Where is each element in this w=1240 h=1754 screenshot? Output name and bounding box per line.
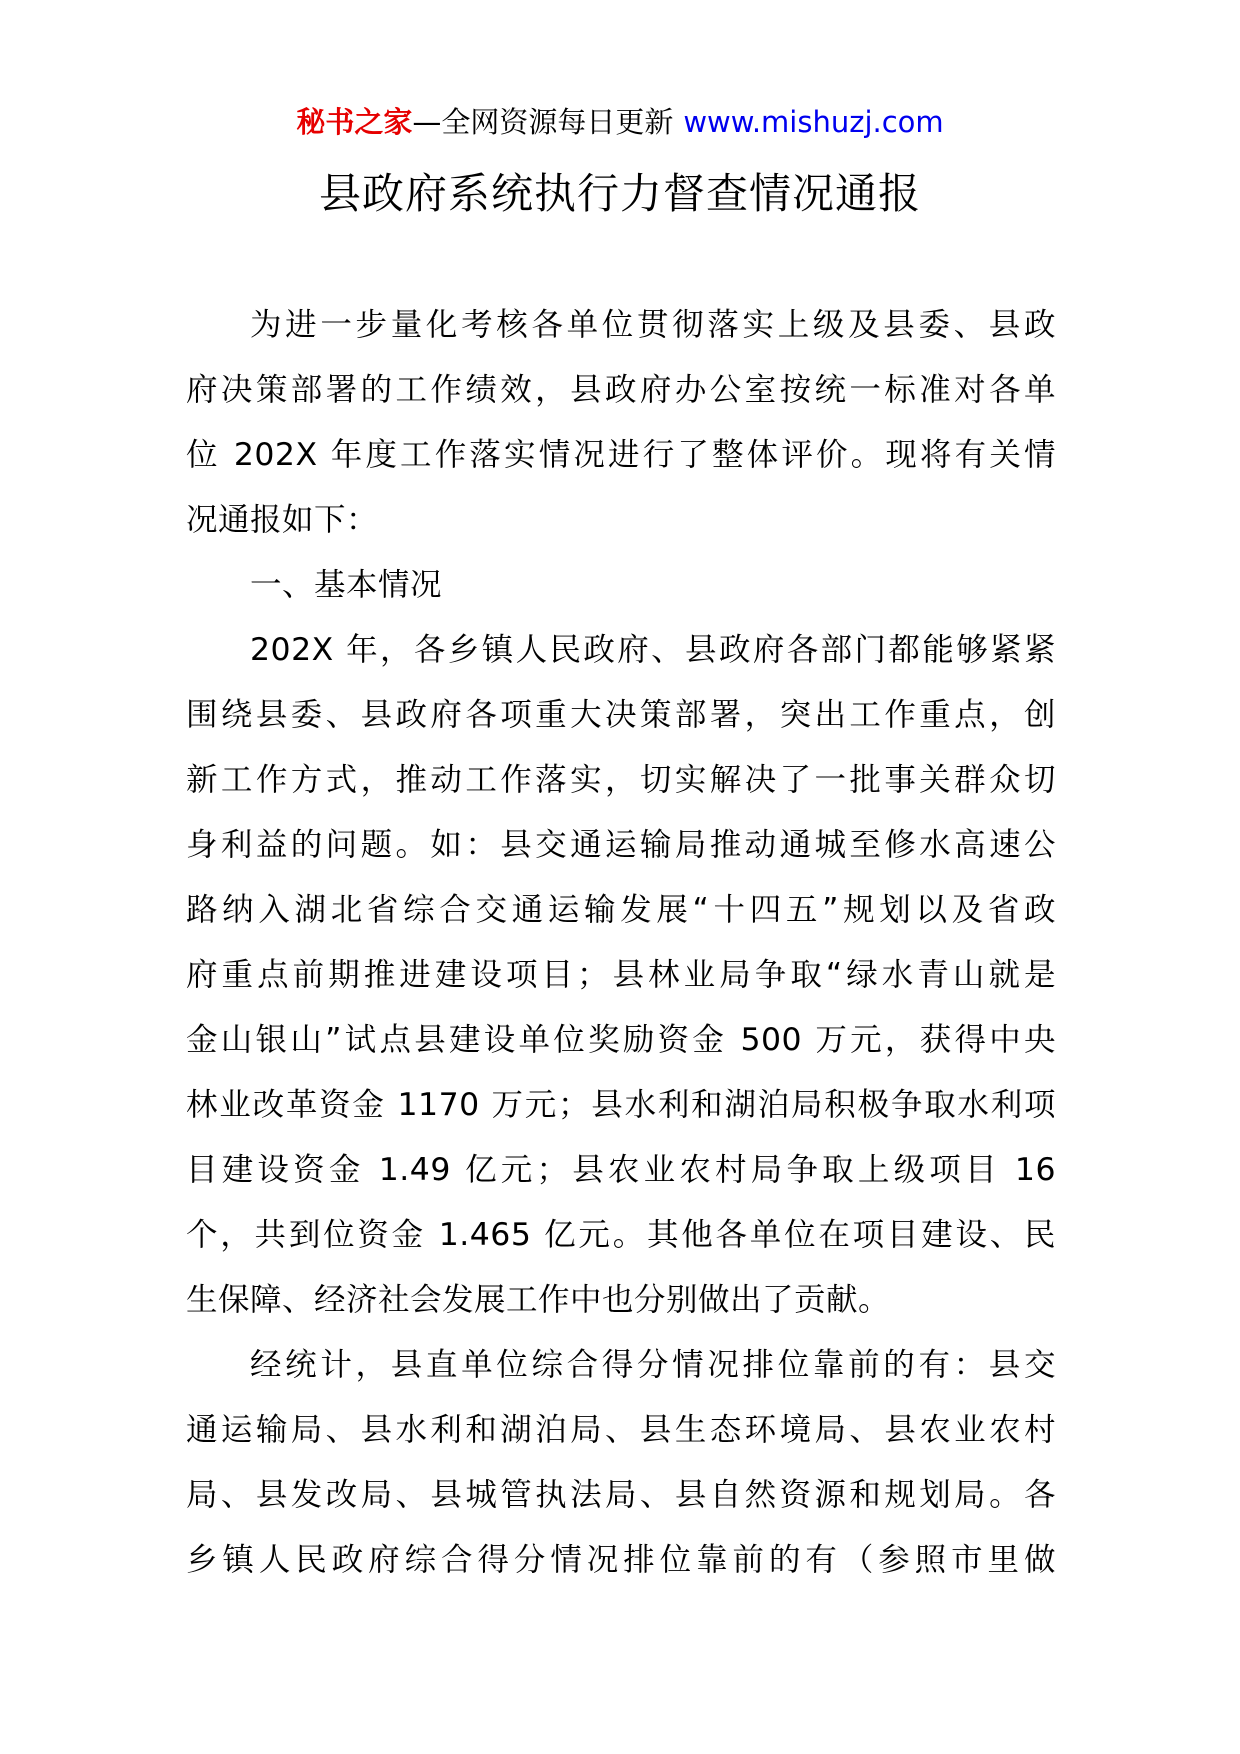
site-url-link[interactable]: www.mishuzj.com (683, 105, 944, 139)
paragraph-line: 通运输局、县水利和湖泊局、县生态环境局、县农业农村 (186, 1412, 1056, 1448)
paragraph-line: 个，共到位资金 1.465 亿元。其他各单位在项目建设、民 (186, 1217, 1056, 1253)
paragraph-line: 府决策部署的工作绩效，县政府办公室按统一标准对各单 (186, 372, 1056, 408)
paragraph-line: 府重点前期推进建设项目；县林业局争取“绿水青山就是 (186, 957, 1056, 993)
paragraph-line: 新工作方式，推动工作落实，切实解决了一批事关群众切 (186, 762, 1056, 798)
paragraph-line: 身利益的问题。如：县交通运输局推动通城至修水高速公 (186, 827, 1056, 863)
paragraph-line: 位 202X 年度工作落实情况进行了整体评价。现将有关情 (186, 437, 1056, 473)
paragraph-line: 乡镇人民政府综合得分情况排位靠前的有（参照市里做 (186, 1542, 1056, 1578)
paragraph-line: 为进一步量化考核各单位贯彻落实上级及县委、县政 (250, 307, 1056, 343)
paragraph-line: 目建设资金 1.49 亿元；县农业农村局争取上级项目 16 (186, 1152, 1056, 1188)
paragraph-line: 况通报如下： (186, 502, 379, 538)
paragraph-line: 路纳入湖北省综合交通运输发展“十四五”规划以及省政 (186, 892, 1056, 928)
paragraph-line: 经统计，县直单位综合得分情况排位靠前的有：县交 (250, 1347, 1056, 1383)
section-heading: 一、基本情况 (250, 567, 443, 603)
paragraph-line: 围绕县委、县政府各项重大决策部署，突出工作重点，创 (186, 697, 1056, 733)
paragraph-line: 林业改革资金 1170 万元；县水利和湖泊局积极争取水利项 (186, 1087, 1056, 1123)
site-banner (0, 102, 1240, 142)
site-slogan: —全网资源每日更新 (412, 105, 674, 139)
site-brand: 秘书之家 (296, 105, 413, 139)
document-body (186, 293, 1056, 1593)
paragraph-line: 202X 年，各乡镇人民政府、县政府各部门都能够紧紧 (250, 632, 1056, 668)
document-title: 县政府系统执行力督查情况通报 (318, 169, 921, 218)
paragraph-line: 生保障、经济社会发展工作中也分别做出了贡献。 (186, 1282, 891, 1318)
paragraph-line: 金山银山”试点县建设单位奖励资金 500 万元，获得中央 (186, 1022, 1056, 1058)
paragraph-line: 局、县发改局、县城管执法局、县自然资源和规划局。各 (186, 1477, 1056, 1513)
